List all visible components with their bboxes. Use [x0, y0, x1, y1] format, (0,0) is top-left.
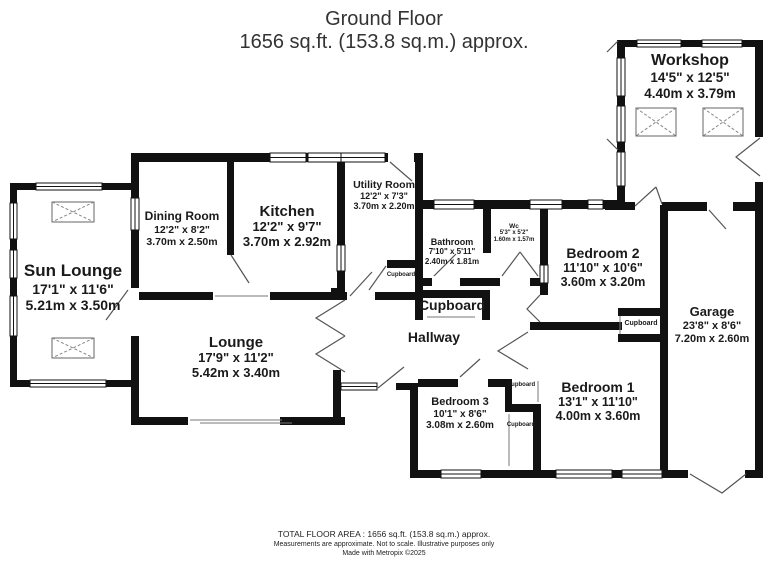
room-label-garage: Garage 23'8" x 8'6" 7.20m x 2.60m [674, 304, 750, 345]
footer-credit: Made with Metropix ©2025 [342, 550, 426, 557]
footer-disclaimer: Measurements are approximate. Not to scale. Illustrative purposes only [273, 541, 495, 548]
cupboard-label-strip-top: Cupboard [506, 382, 536, 388]
room-label-utility-room: Utility Room 12'2" x 7'3" 3.70m x 2.20m [353, 179, 415, 212]
footer-total-area: TOTAL FLOOR AREA : 1656 sq.ft. (153.8 sq.m.) approx. [277, 529, 491, 539]
room-label-bedroom-1: Bedroom 1 13'1" x 11'10" 4.00m x 3.60m [555, 379, 641, 424]
room-label-lounge: Lounge 17'9" x 11'2" 5.42m x 3.40m [191, 334, 281, 381]
hallway-label: Hallway [407, 329, 461, 345]
cupboard-label-strip-bottom: Cupboard [506, 422, 536, 428]
room-label-bedroom-2: Bedroom 2 11'10" x 10'6" 3.60m x 3.20m [560, 245, 646, 290]
cupboard-label-utility: Cupboard [386, 272, 416, 278]
plan-title-line1: Ground Floor [325, 8, 443, 30]
room-label-workshop: Workshop 14'5" x 12'5" 4.40m x 3.79m [644, 52, 736, 101]
cupboard-label-large: Cupboard [418, 297, 486, 313]
room-label-sun-lounge: Sun Lounge 17'1" x 11'6" 5.21m x 3.50m [23, 261, 123, 313]
room-label-kitchen: Kitchen 12'2" x 9'7" 3.70m x 2.92m [242, 203, 332, 250]
plan-title [0, 8, 768, 54]
room-label-wc: Wc 5'3" x 5'2" 1.60m x 1.57m [493, 223, 535, 244]
cupboard-label-garage: Cupboard [624, 320, 658, 327]
plan-title-line2: 1656 sq.ft. (153.8 sq.m.) approx. [239, 31, 529, 53]
room-label-dining-room: Dining Room 12'2" x 8'2" 3.70m x 2.50m [144, 209, 220, 248]
room-label-bedroom-3: Bedroom 3 10'1" x 8'6" 3.08m x 2.60m [426, 396, 494, 432]
room-label-bathroom: Bathroom 7'10" x 5'11" 2.40m x 1.81m [424, 237, 480, 266]
